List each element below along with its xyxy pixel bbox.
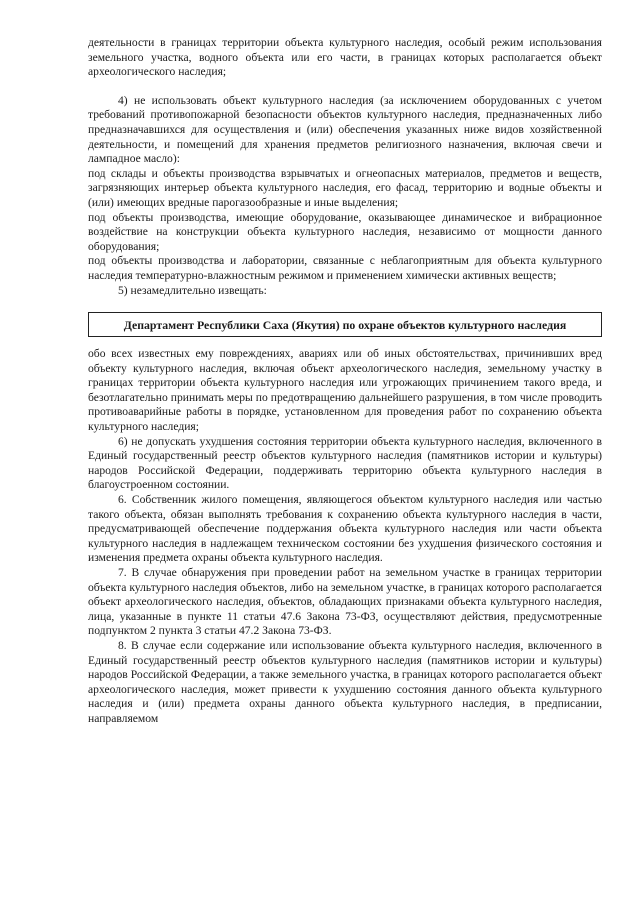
department-box: Департамент Республики Саха (Якутия) по охране объектов культурного наследия [88, 312, 602, 337]
paragraph-item-6: 6) не допускать ухудшения состояния территории объекта культурного наследия, включенного в Единый государственный реестр объектов культурного наследия (памятников истории и культуры) народов Российской Федерации, поддерживать территорию объекта культурного наследия в благоустроенном состоянии. [88, 434, 602, 492]
paragraph-item-4: 4) не использовать объект культурного наследия (за исключением оборудованных с учетом требований противопожарной безопасности объектов культурного наследия, предназначенных либо предназначавшихся для осуществления и (или) обеспечения указанных ниже видов хозяйственной деятельности, и помещений для хранения предметов религиозного назначения, включая свечи и лампадное масло): [88, 93, 602, 166]
paragraph-warehouses: под склады и объекты производства взрывчатых и огнеопасных материалов, предметов и веществ, загрязняющих интерьер объекта культурного наследия, его фасад, территорию и водные объекты и (или) имеющих вредные парогазообразные и иные выделения; [88, 166, 602, 209]
paragraph-continuation: деятельности в границах территории объекта культурного наследия, особый режим использования земельного участка, водного объекта или его части, в границах которых располагается объект археологического наследия; [88, 36, 602, 79]
paragraph-item-5: 5) незамедлительно извещать: [118, 283, 267, 297]
paragraph-section-7: 7. В случае обнаружения при проведении работ на земельном участке в границах территории объекта культурного наследия объектов, либо на земельном участке, в границах которого располагается объект археологического наследия, объектов, обладающих признаками объекта культурного наследия, лица, указанные в пункте 11 статьи 47.6 Закона 73-ФЗ, осуществляют действия, предусмотренные подпунктом 2 пункта 3 статьи 47.2 Закона 73-ФЗ. [88, 566, 602, 638]
paragraph-production-equipment: под объекты производства, имеющие оборудование, оказывающее динамическое и вибрационное воздействие на конструкции объекта культурного наследия, независимо от мощности данного оборудования; [88, 210, 602, 253]
spacer [88, 80, 602, 94]
paragraph-section-6: 6. Собственник жилого помещения, являющегося объектом культурного наследия или частью такого объекта, обязан выполнять требования к сохранению объекта культурного наследия в части, предусматривающей обеспечение поддержания объекта культурного наследия или части объекта культурного наследия в надлежащем техническом состоянии без ухудшения физического состояния и изменения предмета охраны объекта культурного наследия. [88, 493, 602, 565]
paragraph-damage-notice: обо всех известных ему повреждениях, авариях или об иных обстоятельствах, причинивших вред объекту культурного наследия, включая объект археологического наследия, земельному участку в границах территории объекта культурного наследия или угрожающих причинением такого вреда, и безотлагательно принимать меры по предотвращению дальнейшего разрушения, в том числе проводить противоаварийные работы в порядке, установленном для проведения работ по сохранению объекта культурного наследия; [88, 347, 602, 434]
paragraph-laboratories: под объекты производства и лаборатории, связанные с неблагоприятным для объекта культурного наследия температурно-влажностным режимом и применением химически активных веществ; [88, 254, 602, 282]
paragraph-section-8: 8. В случае если содержание или использование объекта культурного наследия, включенного в Единый государственный реестр объектов культурного наследия (памятников истории и культуры) народов Российской Федерации, а также земельного участка, в границах которого располагается объект археологического наследия, может привести к ухудшению состояния данного объекта культурного наследия и (или) предмета охраны данного объекта культурного наследия, в предписании, направляемом [88, 638, 602, 725]
